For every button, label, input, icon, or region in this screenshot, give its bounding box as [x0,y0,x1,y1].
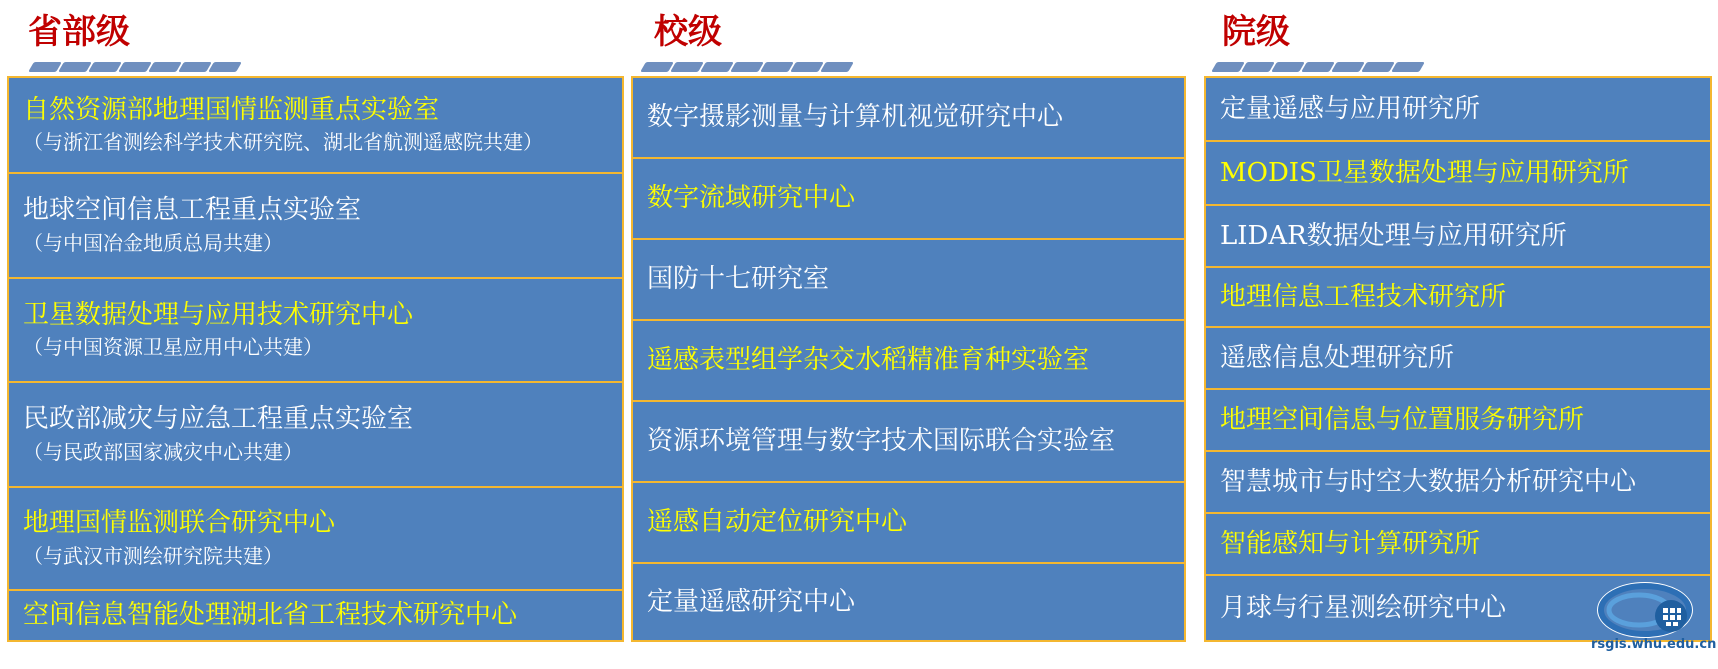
column-title: 省部级 [28,12,130,52]
list-item [631,319,1186,402]
list-item [1204,204,1712,268]
item-note: （与民政部国家减灾中心共建） [23,439,303,464]
item-name: 遥感信息处理研究所 [1220,342,1455,373]
list-item [1204,512,1712,576]
list-item [1204,326,1712,390]
item-name: 自然资源部地理国情监测重点实验室 [23,94,440,125]
item-name: 地球空间信息工程重点实验室 [23,195,362,226]
column-title: 校级 [654,12,722,52]
list-item [1204,450,1712,514]
item-name: 民政部减灾与应急工程重点实验室 [23,404,414,435]
item-name: 地理国情监测联合研究中心 [23,508,336,539]
item-name: 遥感自动定位研究中心 [647,507,908,538]
item-note: （与中国资源卫星应用中心共建） [23,335,323,360]
column-title: 院级 [1222,12,1290,52]
list-item [7,381,624,488]
item-name: 空间信息智能处理湖北省工程技术研究中心 [23,600,518,631]
list-item [1204,76,1712,142]
title-underline-decoration [643,62,851,72]
list-item [1204,388,1712,452]
list-item [631,481,1186,564]
list-item [631,238,1186,321]
item-name: 智能感知与计算研究所 [1220,528,1481,559]
title-underline-decoration [1214,62,1422,72]
list-item [7,486,624,591]
logo-url-text: rsgis.whu.edu.cn [1591,637,1717,652]
item-name: 月球与行星测绘研究中心 [1220,592,1507,623]
item-name: 数字流域研究中心 [647,183,856,214]
item-name: 定量遥感与应用研究所 [1220,93,1481,124]
item-name: 资源环境管理与数字技术国际联合实验室 [647,426,1116,457]
item-name: 遥感表型组学杂交水稻精准育种实验室 [647,345,1090,376]
item-name: 国防十七研究室 [647,264,830,295]
item-note: （与武汉市测绘研究院共建） [23,543,283,568]
list-item [1204,140,1712,206]
list-item [1204,266,1712,328]
item-name: 地理空间信息与位置服务研究所 [1220,404,1585,435]
item-name: 卫星数据处理与应用技术研究中心 [23,299,414,330]
item-name: 地理信息工程技术研究所 [1220,281,1507,312]
item-name: 数字摄影测量与计算机视觉研究中心 [647,102,1064,133]
list-item [7,277,624,383]
list-item [7,589,624,642]
item-name: 智慧城市与时空大数据分析研究中心 [1220,466,1637,497]
list-item [631,400,1186,483]
item-name: 定量遥感研究中心 [647,586,856,617]
item-note: （与浙江省测绘科学技术研究院、湖北省航测遥感院共建） [23,130,543,155]
item-name: MODIS卫星数据处理与应用研究所 [1220,157,1629,188]
title-underline-decoration [31,62,239,72]
item-note: （与中国冶金地质总局共建） [23,230,283,255]
list-item [7,172,624,279]
list-item [631,76,1186,159]
list-item [631,157,1186,240]
list-item [631,562,1186,642]
list-item [7,76,624,174]
globe-swoosh-logo-icon [1593,580,1711,665]
item-name: LIDAR数据处理与应用研究所 [1220,220,1567,251]
